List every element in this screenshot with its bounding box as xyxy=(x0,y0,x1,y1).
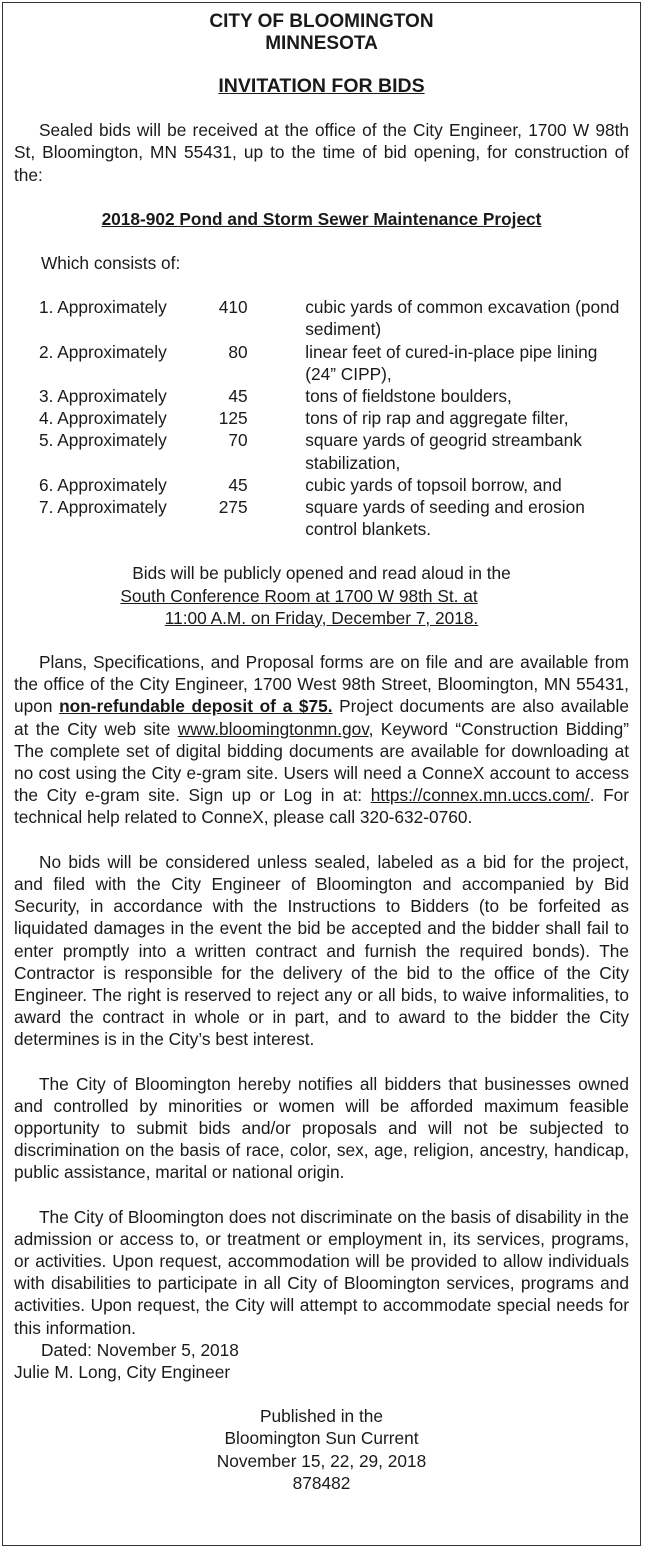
bid-item-quantity: 410 xyxy=(218,297,248,318)
notice-frame xyxy=(2,2,641,1546)
publication-paper: Bloomington Sun Current xyxy=(224,1428,419,1449)
bid-item-label: 2. Approximately xyxy=(39,341,167,362)
publication-info xyxy=(14,1405,629,1494)
bid-item-description: tons of fieldstone boulders, xyxy=(305,386,512,407)
bid-item-quantity: 275 xyxy=(218,497,248,518)
state-heading: MINNESOTA xyxy=(265,33,378,54)
bid-item-description: tons of rip rap and aggregate filter, xyxy=(305,408,569,429)
signer-line: Julie M. Long, City Engineer xyxy=(14,1361,231,1382)
city-heading: CITY OF BLOOMINGTON xyxy=(209,11,434,32)
bid-item-quantity: 70 xyxy=(228,430,248,451)
bid-item-description: cubic yards of common excavation (pond sediment) xyxy=(305,297,620,340)
bid-item-row xyxy=(39,341,629,385)
bid-item-label: 6. Approximately xyxy=(39,474,167,495)
bid-item-label: 5. Approximately xyxy=(39,430,167,451)
bid-items-table xyxy=(39,296,629,540)
bid-item-label: 4. Approximately xyxy=(39,408,167,429)
bid-item-label: 1. Approximately xyxy=(39,297,167,318)
city-website-link[interactable]: www.bloomingtonmn.gov, xyxy=(177,718,374,739)
bid-item-quantity: 45 xyxy=(228,474,248,495)
publication-line1: Published in the xyxy=(260,1406,383,1427)
bid-item-label: 7. Approximately xyxy=(39,497,167,518)
deposit-text: non-refundable deposit of a $75. xyxy=(59,696,333,717)
bid-item-row xyxy=(39,496,629,540)
bids-conditions-paragraph: No bids will be considered unless sealed, labeled as a bid for the project, and filed with the City Engineer of Bloomington and accompanied by Bid Security, in accordance with the Instructions to Bidders (to be forfeited as liquidated damages in the event the bid be accepted and the bidder shall fail to enter promptly into a written contract and furnish the required bonds). The Contractor is responsible for the delivery of the bid to the office of the City Engineer. The right is reserved to reject any or all bids, to waive informalities, to award the contract in whole or in part, and to award to the bidder the City determines is in the City’s best interest. xyxy=(14,851,629,1050)
bid-item-row xyxy=(39,385,629,407)
notice-title: INVITATION FOR BIDS xyxy=(218,75,425,97)
publication-dates: November 15, 22, 29, 2018 xyxy=(216,1450,427,1471)
intro-paragraph: Sealed bids will be received at the office of the City Engineer, 1700 W 98th St, Bloomington, MN 55431, up to the time of bid opening, for construction of the: xyxy=(14,120,629,185)
bid-opening xyxy=(14,562,629,629)
bid-item-row xyxy=(39,474,629,496)
bid-item-description: cubic yards of topsoil borrow, and xyxy=(305,474,562,495)
bid-item-description: linear feet of cured-in-place pipe lining (24” CIPP), xyxy=(305,341,598,384)
bid-opening-location: South Conference Room at 1700 W 98th St. at xyxy=(120,585,478,606)
minority-notice-paragraph: The City of Bloomington hereby notifies all bidders that businesses owned and controlled by minorities or women will be afforded maximum feasible opportunity to submit bids and/or proposals and will not be subjected to discrimination on the basis of race, color, sex, age, religion, ancestry, handicap, public assistance, marital or national origin. xyxy=(14,1073,629,1183)
notice-body xyxy=(14,11,629,1494)
disability-notice-paragraph: The City of Bloomington does not discriminate on the basis of disability in the admission or access to, or treatment or employment in, its services, programs, or activities. Upon request, accommodation will be provided to allow individuals with disabilities to participate in all City of Bloomington services, programs and activities. Upon request, the City will attempt to accommodate special needs for this information. xyxy=(14,1206,629,1338)
bid-item-description: square yards of seeding and erosion control blankets. xyxy=(305,497,585,540)
connex-link[interactable]: https://connex.mn.uccs.com/ xyxy=(370,785,590,806)
dated-line: Dated: November 5, 2018 xyxy=(41,1339,239,1360)
bid-opening-time: 11:00 A.M. on Friday, December 7, 2018. xyxy=(164,607,479,628)
bid-item-quantity: 45 xyxy=(228,386,248,407)
bid-item-quantity: 80 xyxy=(228,341,248,362)
project-name: 2018-902 Pond and Storm Sewer Maintenance Project xyxy=(101,208,542,229)
bid-item-quantity: 125 xyxy=(218,408,248,429)
bid-item-row xyxy=(39,407,629,429)
plans-paragraph: Plans, Specifications, and Proposal forms are on file and are available from the office of the City Engineer, 1700 West 98th Street, Bloomington, MN 55431, upon non-refundable deposit of a $75. Project documents are also available at the City web site www.bloomingtonmn.gov, Keyword “Construction Bidding” The complete set of digital bidding documents are available for downloading at no cost using the City e-gram site. Users will need a ConneX account to access the City e-gram site. Sign up or Log in at: https://connex.mn.uccs.com/. For technical help related to ConneX, please call 320-632-0760. xyxy=(14,652,629,828)
bid-item-label: 3. Approximately xyxy=(39,386,167,407)
bid-item-description: square yards of geogrid streambank stabilization, xyxy=(305,430,582,473)
publication-id: 878482 xyxy=(292,1472,351,1493)
bid-item-row xyxy=(39,296,629,340)
consists-of-label: Which consists of: xyxy=(41,253,181,274)
bid-opening-line1: Bids will be publicly opened and read aloud in the xyxy=(132,563,511,584)
bid-item-row xyxy=(39,429,629,473)
